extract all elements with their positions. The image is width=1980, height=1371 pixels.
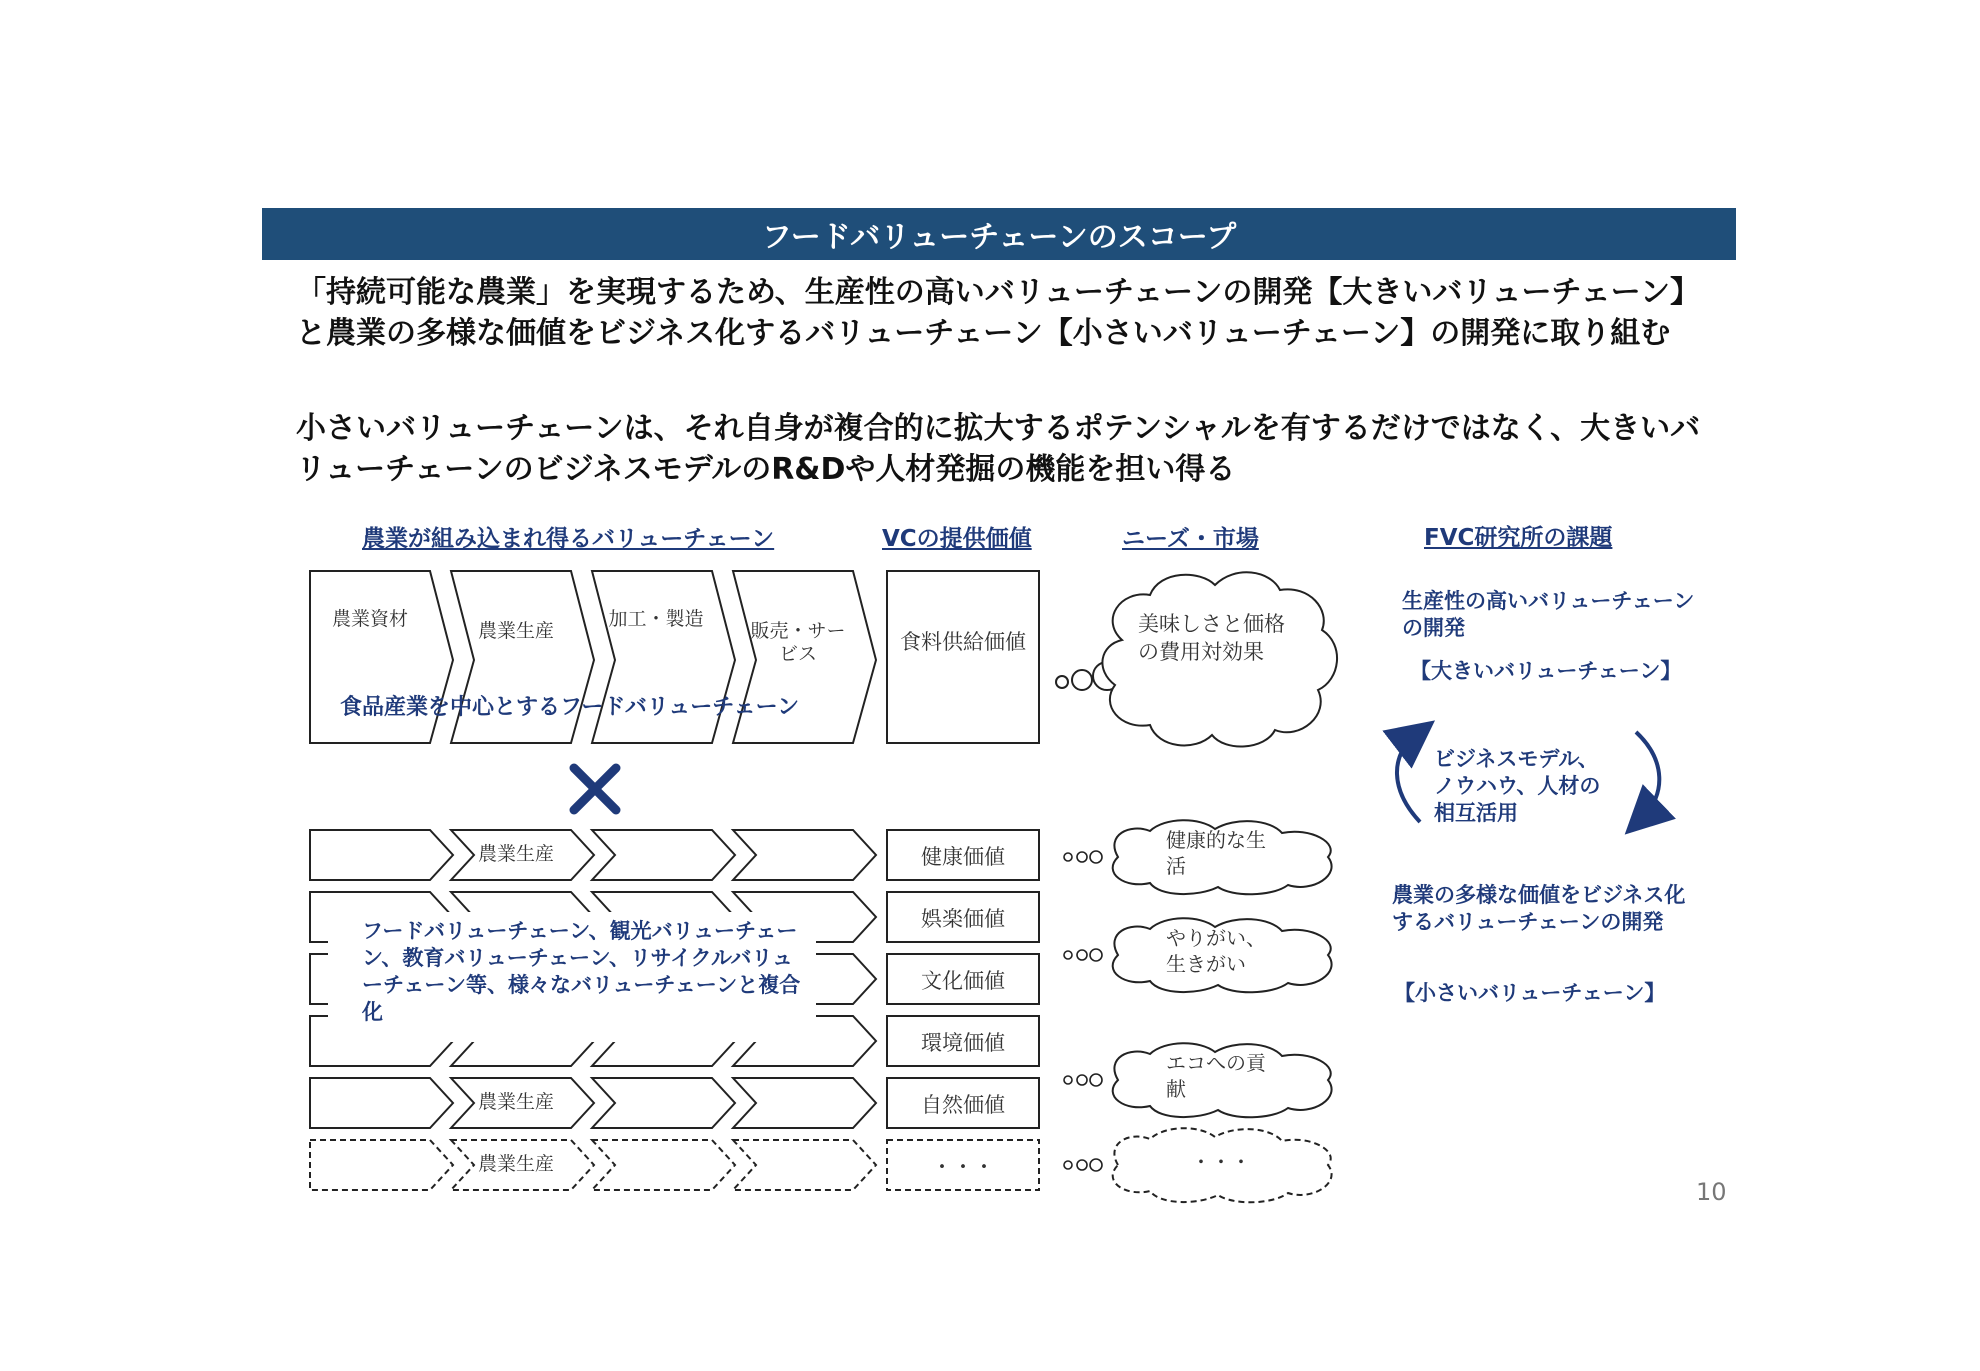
small-chevron: [733, 1078, 876, 1128]
value-label: 環境価値: [921, 1031, 1005, 1055]
thought-bubble-dot: [1064, 951, 1072, 959]
thought-bubble-dot: [1064, 1076, 1072, 1084]
thought-bubble-dot: [1090, 1159, 1102, 1171]
small-chevron: [592, 1140, 735, 1190]
fvc-small-description: 農業の多様な価値をビジネス化するバリューチェーンの開発: [1392, 883, 1686, 934]
header-vc-value: VCの提供価値: [882, 526, 1032, 552]
need-label: エコへの貢献: [1166, 1051, 1266, 1101]
value-label: 健康価値: [921, 845, 1005, 869]
small-chevron: [310, 1140, 453, 1190]
top-value-label: 食料供給価値: [900, 630, 1026, 654]
value-label: 娯楽価値: [921, 907, 1005, 931]
thought-bubble-dot: [1077, 1160, 1087, 1170]
top-step-3-label: 加工・製造: [608, 608, 704, 630]
small-step-label: 農業生産: [477, 1091, 554, 1113]
page-number: 10: [1696, 1178, 1727, 1206]
top-step-2-label: 農業生産: [477, 620, 554, 642]
top-step-1-label: 農業資材: [331, 608, 408, 630]
thought-bubble-dot: [1090, 949, 1102, 961]
small-step-label: 農業生産: [477, 843, 554, 865]
thought-bubble-dot: [1077, 950, 1087, 960]
small-chevron: [310, 830, 453, 880]
small-chevron: [733, 1140, 876, 1190]
need-label: やりがい、生きがい: [1166, 926, 1266, 976]
header-fvc-issues: FVC研究所の課題: [1424, 525, 1613, 551]
value-label: 文化価値: [921, 969, 1005, 993]
top-need-label: 美味しさと価格の費用対効果: [1138, 612, 1285, 664]
fvc-mutual-use: ビジネスモデル、ノウハウ、人材の相互活用: [1434, 747, 1601, 825]
slide-title: フードバリューチェーンのスコープ: [761, 220, 1237, 255]
thought-bubble-dot: [1077, 1075, 1087, 1085]
lead-paragraph-2: 小さいバリューチェーンは、それ自身が複合的に拡大するポテンシャルを有するだけではなく、大きいバリューチェーンのビジネスモデルのR&Dや人材発掘の機能を担い得る: [296, 411, 1701, 487]
thought-bubble-dot: [1090, 1074, 1102, 1086]
top-value-box: [887, 571, 1039, 743]
times-mark: [574, 768, 616, 810]
small-chevron: [592, 1078, 735, 1128]
small-chevron: [592, 830, 735, 880]
value-label: 自然価値: [921, 1093, 1005, 1117]
arrow-up-left: [1397, 735, 1420, 822]
header-needs-market: ニーズ・市場: [1122, 526, 1259, 552]
small-chain-caption: フードバリューチェーン、観光バリューチェーン、教育バリューチェーン、リサイクルバリューチェーン等、様々なバリューチェーンと複合化: [362, 919, 801, 1024]
value-label: ・・・: [931, 1155, 995, 1179]
fvc-small-tag: 【小さいバリューチェーン】: [1394, 981, 1666, 1005]
small-step-label: 農業生産: [477, 1153, 554, 1175]
arrow-down-right: [1636, 732, 1659, 818]
small-chevron: [310, 1078, 453, 1128]
lead-paragraph-1: 「持続可能な農業」を実現するため、生産性の高いバリューチェーンの開発【大きいバリューチェーン】と農業の多様な価値をビジネス化するバリューチェーン【小さいバリューチェーン】の開発に取り組む: [296, 275, 1700, 351]
thought-bubble-dot: [1077, 852, 1087, 862]
fvc-big-description: 生産性の高いバリューチェーンの開発: [1402, 589, 1695, 640]
small-chevron: [733, 830, 876, 880]
fvc-big-tag: 【大きいバリューチェーン】: [1410, 659, 1682, 683]
thought-bubble-dot: [1064, 853, 1072, 861]
top-chain-caption: 食品産業を中心とするフードバリューチェーン: [340, 695, 800, 720]
thought-bubble-dot: [1090, 851, 1102, 863]
top-step-4-label: 販売・サービス: [750, 620, 846, 665]
header-value-chain: 農業が組み込まれ得るバリューチェーン: [362, 526, 775, 552]
need-label: 健康的な生活: [1166, 828, 1266, 878]
need-label: ・・・: [1191, 1150, 1251, 1174]
thought-bubble-dot: [1064, 1161, 1072, 1169]
